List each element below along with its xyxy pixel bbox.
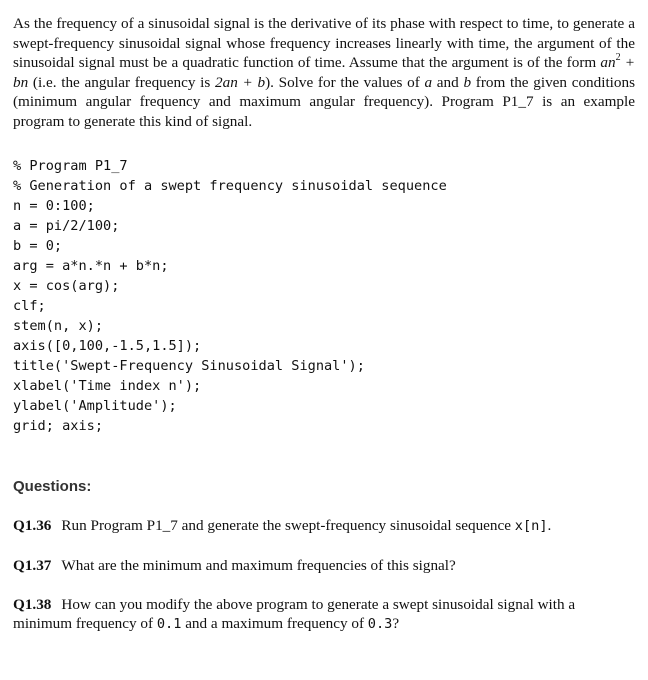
questions-heading: Questions: [13,477,92,495]
intro-math-an: an [600,54,616,72]
question-text: What are the minimum and maximum frequencies of this signal? [61,556,456,574]
intro-paragraph [13,14,635,132]
code-line: a = pi/2/100; [13,217,120,234]
question-q1-38 [13,595,635,634]
intro-text-5: from the given conditions (minimum angular frequency and maximum angular frequency). Program P1_7 is an example program to generate this kind of signal. [13,73,635,130]
intro-text-2: (i.e. the angular frequency is [28,73,216,91]
code-line: grid; axis; [13,417,104,434]
code-listing [13,156,635,436]
code-line: b = 0; [13,237,63,254]
intro-math-plus-bn: + bn [13,54,636,91]
intro-math-exponent: 2 [615,52,621,64]
intro-text-4: and [432,73,464,91]
question-text: and a maximum frequency of [181,614,368,632]
code-line: axis([0,100,-1.5,1.5]); [13,337,202,354]
intro-math-frequency: 2an + b [215,73,266,91]
question-code: 0.3 [367,615,393,632]
code-line: title('Swept-Frequency Sinusoidal Signal'); [13,357,365,374]
question-text: How can you modify the above program to generate a swept sinusoidal signal with a minimum frequency of [13,595,576,632]
code-line: arg = a*n.*n + b*n; [13,257,169,274]
question-number: Q1.36 [13,516,52,534]
question-code: x[n] [514,517,548,534]
question-number: Q1.38 [13,595,52,613]
document-page [13,14,635,634]
intro-text-1: As the frequency of a sinusoidal signal is the derivative of its phase with respect to time, to generate a swept-frequency sinusoidal signal whose frequency increases linearly with time, the argument of the sinusoidal signal must be a quadratic function of time. Assume that the argument is of the form [13,15,635,72]
question-q1-37 [13,556,635,575]
code-line: % Program P1_7 [13,157,128,174]
question-text: Run Program P1_7 and generate the swept-frequency sinusoidal sequence [61,516,515,534]
intro-text-3: ). Solve for the values of [265,73,425,91]
code-line: % Generation of a swept frequency sinusoidal sequence [13,177,447,194]
code-line: stem(n, x); [13,317,104,334]
question-text: ? [392,614,400,632]
intro-var-b: b [463,73,472,91]
code-line: n = 0:100; [13,197,95,214]
question-suffix: . [547,516,552,534]
code-line: clf; [13,297,46,314]
question-code: 0.1 [156,615,182,632]
intro-var-a: a [424,73,433,91]
code-line: x = cos(arg); [13,277,120,294]
code-line: xlabel('Time index n'); [13,377,202,394]
code-line: ylabel('Amplitude'); [13,397,177,414]
question-number: Q1.37 [13,556,52,574]
question-q1-36 [13,516,635,536]
